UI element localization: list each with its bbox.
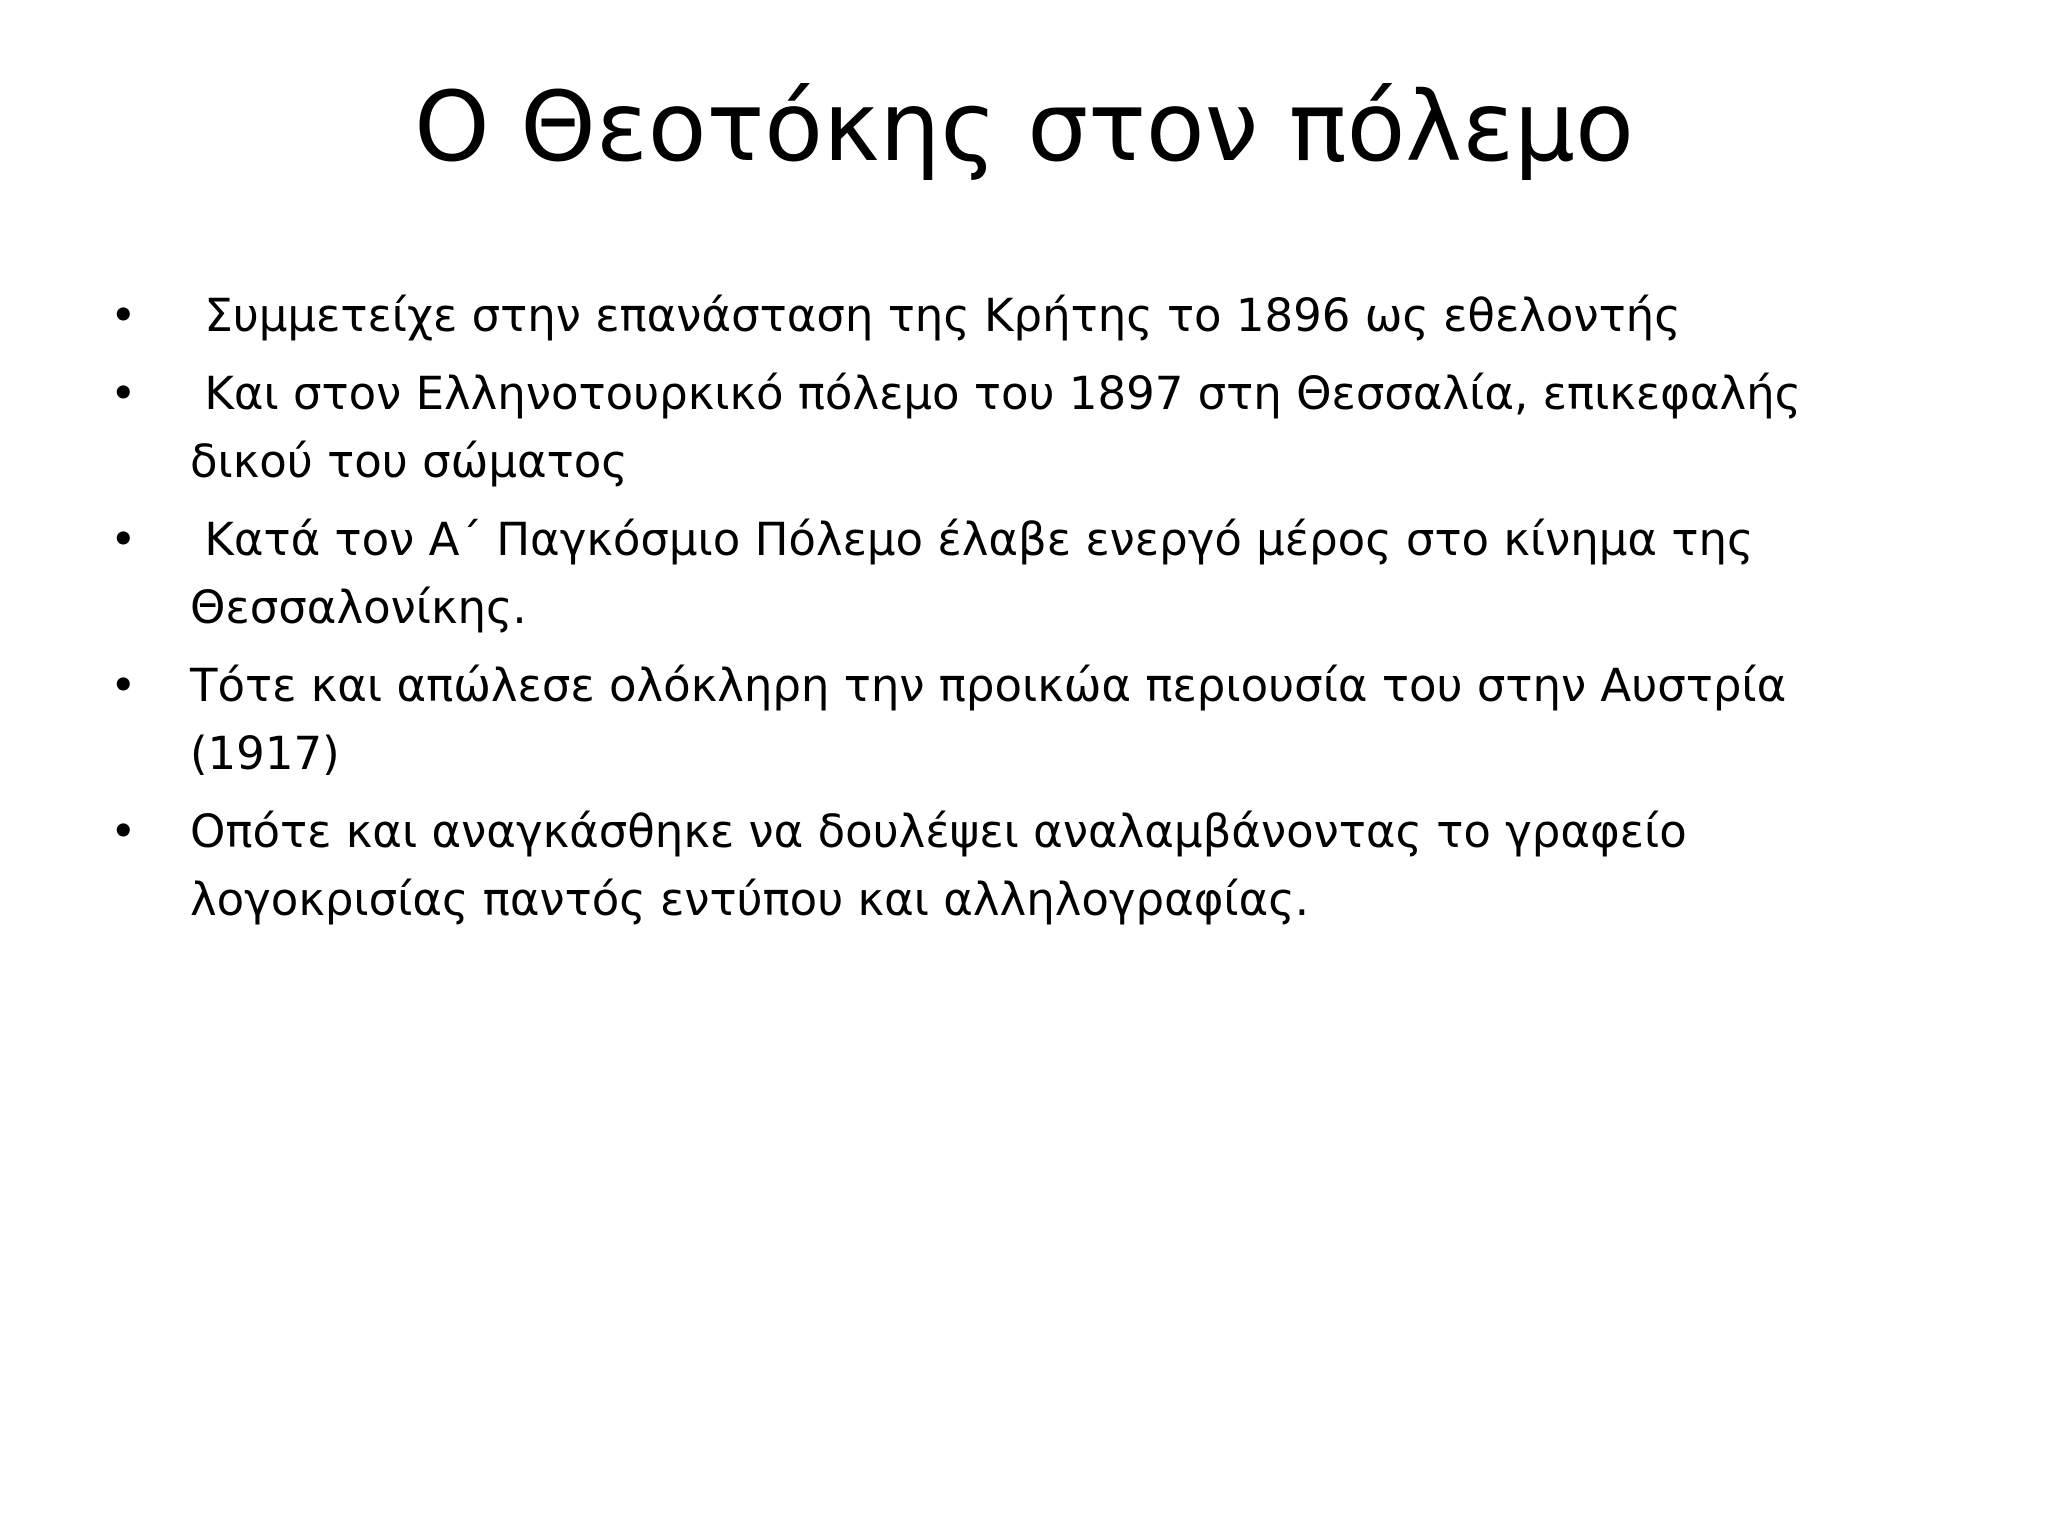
bullet-icon: •	[110, 513, 137, 566]
bullet-icon: •	[110, 659, 137, 712]
list-item	[110, 798, 1930, 934]
list-item	[110, 282, 1930, 350]
bullet-text: Συμμετείχε στην επανάσταση της Κρήτης το 1896 ως εθελοντής	[190, 289, 1681, 342]
bullet-list	[110, 282, 1930, 944]
bullet-icon: •	[110, 289, 137, 342]
list-item	[110, 652, 1930, 788]
slide-title: Ο Θεοτόκης στον πόλεμο	[414, 71, 1634, 183]
bullet-icon: •	[110, 367, 137, 420]
bullet-text: Κατά τον Α΄ Παγκόσμιο Πόλεμο έλαβε ενεργό μέρος στο κίνημα της Θεσσαλονίκης.	[190, 513, 1768, 634]
list-item	[110, 506, 1930, 642]
bullet-text: Τότε και απώλεσε ολόκληρη την προικώα περιουσία του στην Αυστρία (1917)	[190, 659, 1801, 780]
bullet-text: Οπότε και αναγκάσθηκε να δουλέψει αναλαμβάνοντας το γραφείο λογοκρισίας παντός εντύπου και αλληλογραφίας.	[190, 805, 1702, 926]
list-item	[110, 360, 1930, 496]
bullet-text: Και στον Ελληνοτουρκικό πόλεμο του 1897 στη Θεσσαλία, επικεφαλής δικού του σώματος	[190, 367, 1816, 488]
bullet-icon: •	[110, 805, 137, 858]
